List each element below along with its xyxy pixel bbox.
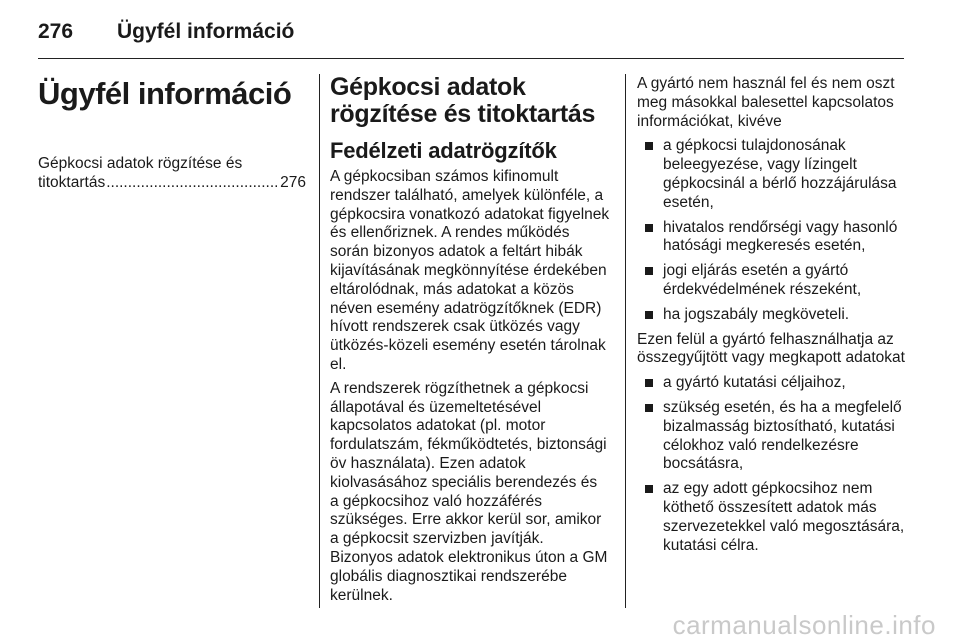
list-item-text: a gépkocsi tulajdonosának beleegyezése, vagy lízingelt gépkocsinál a bérlő hozzájárulása esetén, xyxy=(663,137,897,211)
list-item-text: jogi eljárás esetén a gyártó érdekvédelmének részeként, xyxy=(663,262,862,298)
header-rule xyxy=(38,58,904,59)
section-title xyxy=(330,74,610,128)
watermark: carmanualsonline.info xyxy=(672,610,936,640)
list-item xyxy=(637,306,912,325)
paragraph: A gépkocsiban számos kifinomult rendszer található, amelyek különféle, a gépkocsira vonatkozó adatokat figyelnek és ellenőriznek. A rendes működés során bizonyos adatok a feltárt hibák kijavításának megkönnyítése érdekében eltárolódnak, más adatokat a közös néven esemény adatrögzítőknek (EDR) hívott rendszerek csak ütközés vagy ütközés-közeli esemény esetén tárolnak el. xyxy=(330,168,610,373)
square-bullet-icon xyxy=(645,379,653,387)
column-divider xyxy=(625,74,626,608)
toc-leader-dots xyxy=(106,173,279,192)
toc-entry[interactable] xyxy=(38,154,306,192)
square-bullet-icon xyxy=(645,311,653,319)
continuation-column xyxy=(637,66,912,561)
list-item-text: az egy adott gépkocsihoz nem köthető összesített adatok más szervezetekkel való megosztására, kutatási célra. xyxy=(663,480,905,554)
square-bullet-icon xyxy=(645,224,653,232)
toc-entry-text: titoktartás xyxy=(38,174,106,191)
square-bullet-icon xyxy=(645,404,653,412)
page-header xyxy=(38,6,904,54)
list-item xyxy=(637,262,912,300)
section-title-line2: rögzítése és titoktartás xyxy=(330,100,596,128)
square-bullet-icon xyxy=(645,142,653,150)
square-bullet-icon xyxy=(645,485,653,493)
list-item-text: a gyártó kutatási céljaihoz, xyxy=(663,374,846,392)
list-item xyxy=(637,480,912,555)
paragraph: Ezen felül a gyártó felhasználhatja az összegyűjtött vagy megkapott adatokat xyxy=(637,330,905,367)
list-item xyxy=(637,219,912,257)
chapter-title: Ügyfél információ xyxy=(38,76,292,111)
bullet-list xyxy=(637,137,912,324)
list-item-text: ha jogszabály megköveteli. xyxy=(663,305,850,323)
paragraph: A gyártó nem használ fel és nem oszt meg másokkal balesettel kapcsolatos információkat, kivéve xyxy=(637,75,895,130)
square-bullet-icon xyxy=(645,267,653,275)
list-item xyxy=(637,399,912,474)
running-title: Ügyfél információ xyxy=(117,20,295,43)
paragraph: A rendszerek rögzíthetnek a gépkocsi állapotával és üzemeltetésével kapcsolatos adatokat (pl. motor fordulatszám, fékműködtetés, biztonsági öv használata). Ezen adatok kiolvasásához speciális berendezés és a gépkocsihoz való hozzáférés szükséges. Erre akkor kerül sor, amikor a gépkocsit szervizben javítják. Bizonyos adatok elektronikus úton a GM globális diagnosztikai rendszerébe kerülnek. xyxy=(330,379,608,604)
list-item-text: szükség esetén, és ha a megfelelő bizalmasság biztosítható, kutatási célokhoz való rendelkezésre bocsátásra, xyxy=(663,398,902,473)
toc-entry-line1: Gépkocsi adatok rögzítése és xyxy=(38,155,243,172)
page-number: 276 xyxy=(38,20,74,43)
chapter-column xyxy=(38,66,306,192)
section-title-line1: Gépkocsi adatok xyxy=(330,73,526,101)
toc-entry-page: 276 xyxy=(280,174,306,191)
subsection-title: Fedélzeti adatrögzítők xyxy=(330,138,557,163)
toc-entry-line2 xyxy=(38,173,306,192)
list-item xyxy=(637,374,912,393)
column-divider xyxy=(319,74,320,608)
bullet-list xyxy=(637,374,912,555)
list-item-text: hivatalos rendőrségi vagy hasonló hatósági megkeresés esetén, xyxy=(663,218,898,255)
section-column xyxy=(330,66,610,610)
list-item xyxy=(637,137,912,212)
